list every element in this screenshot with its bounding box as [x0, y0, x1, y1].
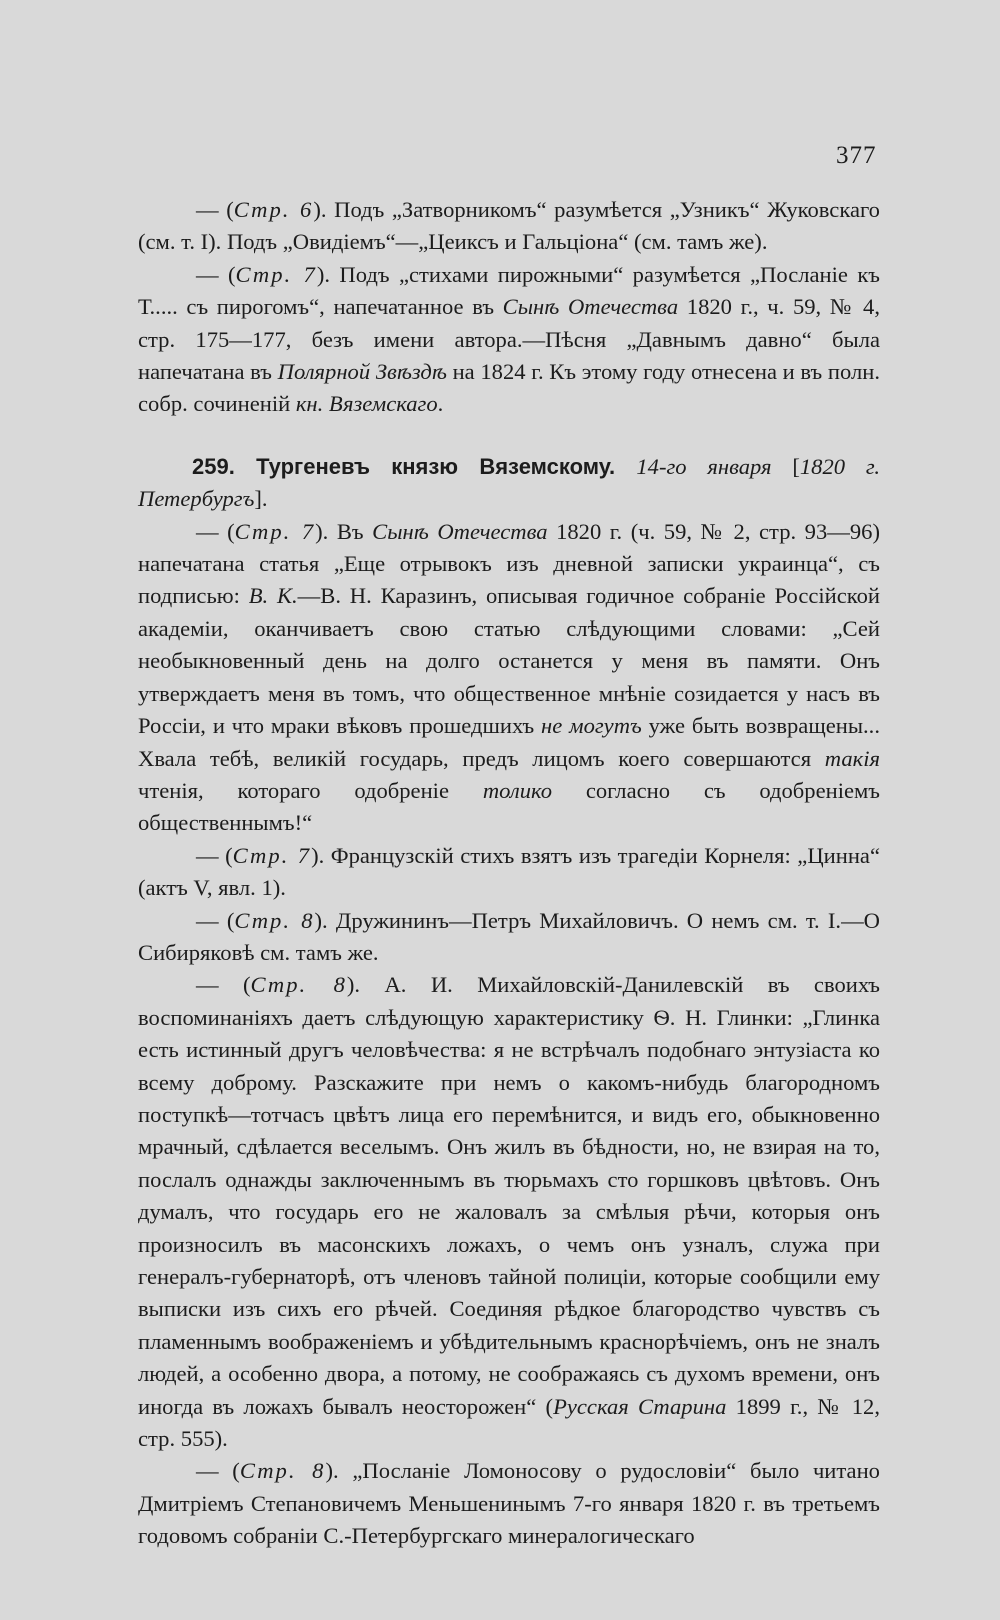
- note-paragraph: — (Стр. 6). Подъ „Затворникомъ“ разумѣется „Узникъ“ Жуковскаго (см. т. I). Подъ „Овидіемъ“—„Цеиксъ и Гальціона“ (см. тамъ же).: [138, 197, 880, 255]
- note-paragraph: — (Стр. 8). Дружининъ—Петръ Михайловичъ. О немъ см. т. I.—О Сибиряковѣ см. тамъ же.: [138, 907, 880, 965]
- note-paragraph: — (Стр. 7). Французскій стихъ взятъ изъ трагедіи Корнеля: „Цинна“ (актъ V, явл. 1).: [138, 842, 880, 901]
- letter-number: 259.: [192, 453, 235, 479]
- note-paragraph: — (Стр. 8). А. И. Михайловскій-Данилевскій въ своихъ воспоминаніяхъ даетъ слѣдующую характеристику Ѳ. Н. Глинки: „Глинка есть истинный другъ человѣчества: я не встрѣчалъ подобнаго энтузіаста ко всему доброму. Разскажите при немъ о какомъ-нибудь благородномъ поступкѣ—тотчасъ цвѣтъ лица его перемѣнится, и видъ его, обыкновенно мрачный, сдѣлается веселымъ. Онъ жилъ въ бѣдности, но, не взирая на то, послалъ однажды заключеннымъ въ тюрьмахъ сто горшковъ цвѣтовъ. Онъ думалъ, что государь его не жаловалъ за смѣлыя рѣчи, которыя онъ произносилъ въ масонскихъ ложахъ, о чемъ онъ узналъ, служа при генералъ-губернаторѣ, отъ членовъ тайной полиціи, которые сообщили ему выписки изъ сихъ его рѣчей. Соединяя рѣдкое благородство чувствъ съ пламеннымъ воображеніемъ и убѣдительнымъ краснорѣчіемъ, онъ не зналъ людей, а особенно двора, а потому, не соображаясь съ духомъ времени, онъ иногда въ ложахъ бывалъ неосторожен“ (Русская Старина 1899 г., № 12, стр. 555).: [138, 972, 880, 1452]
- letter-date: 14-го января: [636, 453, 772, 479]
- commentary-text: [138, 194, 880, 1553]
- page-number: 377: [836, 142, 877, 169]
- letter-heading: 259. Тургеневъ князю Вяземскому. 14-го января [1820 г. Петербургъ].: [138, 453, 880, 512]
- page-reference: Стр. 8: [250, 972, 347, 998]
- page-reference: Стр. 7: [235, 261, 317, 287]
- note-paragraph: — (Стр. 7). Въ Сынѣ Отечества 1820 г. (ч. 59, № 2, стр. 93—96) напечатана статья „Еще отрывокъ изъ дневной записки украинца“, съ подписью: В. К.—В. Н. Каразинъ, описывая годичное собраніе Россійской академіи, оканчиваетъ свою статью слѣдующими словами: „Сей необыкновенный день на долго останется у меня въ памяти. Онъ утверждаетъ меня въ томъ, что общественное мнѣніе созидается у насъ въ Россіи, и что мраки вѣковъ прошедшихъ не могутъ уже быть возвращены... Хвала тебѣ, великій государь, предъ лицомъ коего совершаются такія чтенія, котораго одобреніе толико согласно съ одобреніемъ общественнымъ!“: [138, 518, 880, 836]
- page-reference: Стр. 8: [239, 1458, 326, 1484]
- page-reference: Стр. 8: [234, 907, 315, 933]
- note-paragraph: — (Стр. 8). „Посланіе Ломоносову о рудословіи“ было читано Дмитріемъ Степановичемъ Меньшенинымъ 7-го января 1820 г. въ третьемъ годовомъ собраніи С.-Петербургскаго минералогическаго: [138, 1458, 880, 1549]
- letter-place: 1820 г. Петербургъ: [138, 453, 880, 512]
- page-reference: Стр. 7: [234, 518, 316, 544]
- letter-title: Тургеневъ князю Вяземскому.: [234, 453, 637, 479]
- note-paragraph: — (Стр. 7). Подъ „стихами пирожными“ разумѣется „Посланіе къ Т..... съ пирогомъ“, напечатанное въ Сынѣ Отечества 1820 г., ч. 59, № 4, стр. 175—177, безъ имени автора.—Пѣсня „Давнымъ давно“ была напечатана въ Полярной Звѣздѣ на 1824 г. Къ этому году отнесена и въ полн. собр. сочиненій кн. Вяземскаго.: [138, 261, 880, 417]
- page-reference: Стр. 7: [232, 842, 312, 868]
- page-reference: Стр. 6: [233, 197, 314, 222]
